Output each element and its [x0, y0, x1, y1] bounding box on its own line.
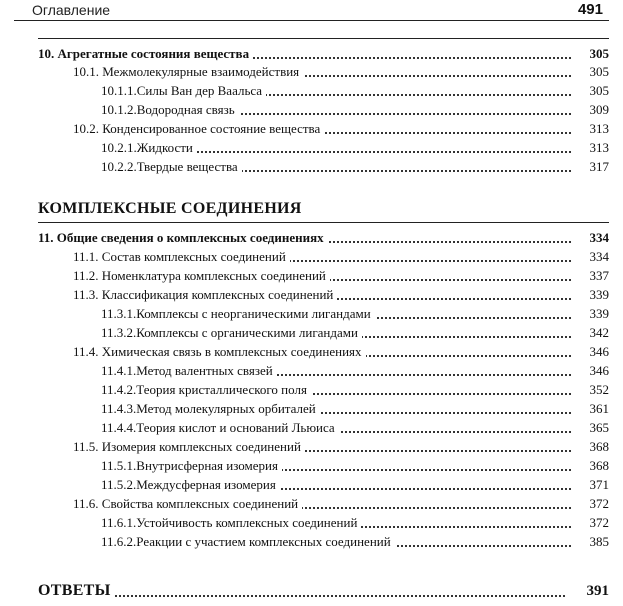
toc-entry-title: 11.4.3.Метод молекулярных орбиталей — [101, 401, 320, 416]
toc-entry-page: 368 — [573, 458, 609, 473]
toc-entry-title: 11.5.2.Междусферная изомерия — [101, 477, 280, 492]
toc-entry-title: 11.5.1.Внутрисферная изомерия — [101, 458, 282, 473]
toc-entry-title: 10.2.2.Твердые вещества — [101, 159, 242, 174]
part-heading: КОМПЛЕКСНЫЕ СОЕДИНЕНИЯ — [38, 200, 302, 217]
toc-entry-page: 339 — [573, 306, 609, 321]
toc-entry-page: 385 — [573, 534, 609, 549]
answers-title: ОТВЕТЫ — [38, 582, 115, 600]
toc-entry-page: 309 — [573, 102, 609, 117]
toc-entry-page: 305 — [573, 46, 609, 61]
toc-entry-title: 11.4.2.Теория кристаллического поля — [101, 382, 311, 397]
toc-entry-page: 334 — [573, 230, 609, 245]
toc-entry-page: 305 — [573, 64, 609, 79]
toc-entry-page: 339 — [573, 287, 609, 302]
toc-entry — [101, 418, 609, 437]
toc-entry-page: 342 — [573, 325, 609, 340]
toc-entry-title: 11. Общие сведения о комплексных соединениях — [38, 230, 328, 245]
running-head — [14, 0, 609, 21]
toc-entry — [73, 437, 609, 456]
toc-entry-title: 11.3. Классификация комплексных соединений — [73, 287, 337, 302]
toc-entry-page: 371 — [573, 477, 609, 492]
toc-entry-page: 368 — [573, 439, 609, 454]
toc-entry — [101, 157, 609, 176]
toc-entry — [101, 475, 609, 494]
toc-entry-page: 365 — [573, 420, 609, 435]
toc-entry-title: 11.5. Изомерия комплексных соединений — [73, 439, 305, 454]
toc-entry-title: 10. Агрегатные состояния вещества — [38, 46, 253, 61]
toc-entry-page: 361 — [573, 401, 609, 416]
toc-entry-title: 11.4. Химическая связь в комплексных соединениях — [73, 344, 366, 359]
answers-page: 391 — [583, 583, 610, 600]
toc-entry-page: 337 — [573, 268, 609, 283]
toc-entry-title: 11.3.1.Комплексы с неорганическими лигандами — [101, 306, 375, 321]
toc-entry — [101, 100, 609, 119]
toc-entry-title: 11.6.1.Устойчивость комплексных соединений — [101, 515, 361, 530]
toc-entry-page: 346 — [573, 344, 609, 359]
toc-entry — [73, 266, 609, 285]
toc-entry — [101, 304, 609, 323]
toc-entry-title: 11.4.1.Метод валентных связей — [101, 363, 277, 378]
running-head-title: Оглавление — [32, 2, 111, 18]
toc-entry — [101, 138, 609, 157]
toc-entry — [73, 342, 609, 361]
toc-entry-page: 372 — [573, 515, 609, 530]
toc-entry — [101, 513, 609, 532]
toc-entry-page: 372 — [573, 496, 609, 511]
toc-chapter-11 — [38, 228, 609, 247]
toc-entry-title: 10.2. Конденсированное состояние вещества — [73, 121, 324, 136]
toc-entry-title: 10.1.1.Силы Ван дер Ваальса — [101, 83, 266, 98]
page-number: 491 — [577, 1, 603, 18]
toc-entry-title: 10.1. Межмолекулярные взаимодействия — [73, 64, 303, 79]
toc-entry — [101, 532, 609, 551]
toc-entry — [101, 380, 609, 399]
toc-entry-title: 10.1.2.Водородная связь — [101, 102, 239, 117]
toc-entry-title: 11.6.2.Реакции с участием комплексных соединений — [101, 534, 395, 549]
toc-entry — [101, 81, 609, 100]
toc-entry — [101, 323, 609, 342]
toc-entry-page: 334 — [573, 249, 609, 264]
toc-entry-page: 313 — [573, 140, 609, 155]
toc-entry — [73, 247, 609, 266]
toc-entry — [73, 119, 609, 138]
toc-entry-title: 11.1. Состав комплексных соединений — [73, 249, 290, 264]
toc-entry-title: 11.2. Номенклатура комплексных соединений — [73, 268, 330, 283]
toc-chapter-10 — [38, 38, 609, 63]
toc-entry-page: 346 — [573, 363, 609, 378]
toc-entry-title: 11.6. Свойства комплексных соединений — [73, 496, 302, 511]
toc-entry — [101, 456, 609, 475]
toc-entry-page: 317 — [573, 159, 609, 174]
toc-entry-title: 11.3.2.Комплексы с органическими лигандами — [101, 325, 362, 340]
toc-entry — [73, 285, 609, 304]
toc-entry-title: 10.2.1.Жидкости — [101, 140, 197, 155]
toc-entry-page: 352 — [573, 382, 609, 397]
toc-entry — [101, 361, 609, 380]
toc-entry-page: 313 — [573, 121, 609, 136]
toc-entry — [101, 399, 609, 418]
toc-entry — [73, 62, 609, 81]
toc-entry-page: 305 — [573, 83, 609, 98]
toc-answers — [38, 580, 609, 602]
toc-entry — [73, 494, 609, 513]
toc-entry-title: 11.4.4.Теория кислот и оснований Льюиса — [101, 420, 339, 435]
part-rule — [38, 222, 609, 223]
